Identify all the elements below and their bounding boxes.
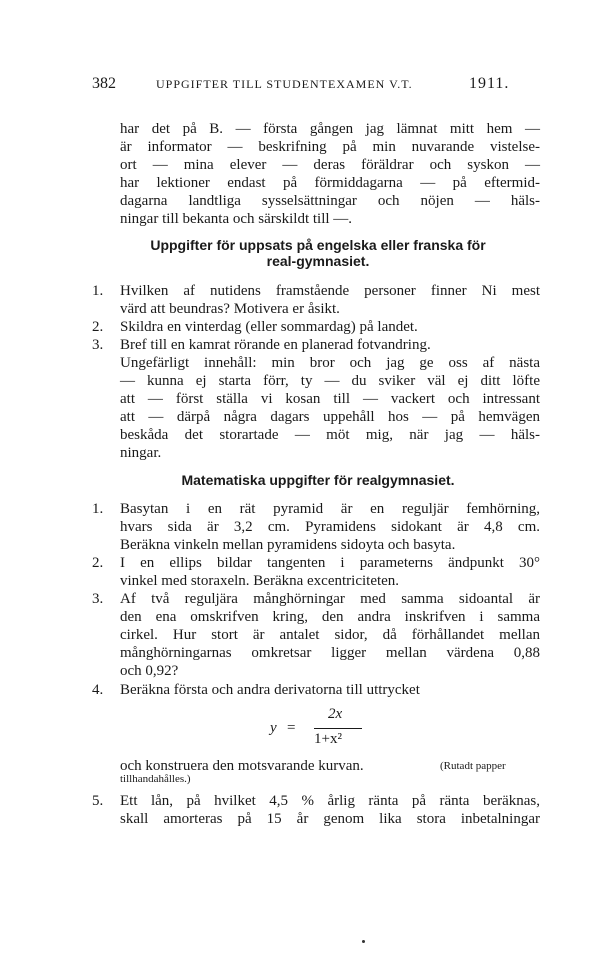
text-line: dagarna landtliga sysselsättningar och nöjen — häls-	[120, 193, 540, 209]
text-line: är informator — beskrifning på min nuvarande vistelse-	[120, 139, 540, 155]
item-number: 5.	[92, 793, 104, 809]
page-number: 382	[92, 75, 116, 92]
text-line: ningar.	[120, 445, 162, 461]
formula-equals: =	[287, 720, 296, 736]
text-line: Skildra en vinterdag (eller sommardag) på landet.	[120, 319, 418, 335]
text-line: den ena omskrifven kring, den andra inskrifven i samma	[120, 609, 540, 625]
text-line: Ett lån, på hvilket 4,5 % årlig ränta på ränta beräknas,	[120, 793, 540, 809]
fraction-bar	[314, 728, 362, 729]
text-line: har det på B. — första gången jag lämnat mitt hem —	[120, 121, 540, 137]
note-text: (Rutadt papper	[440, 760, 506, 772]
section-heading: Matematiska uppgifter för realgymnasiet.	[181, 472, 455, 488]
text-line: ningar till bekanta och särskildt till —.	[120, 211, 353, 227]
item-number: 1.	[92, 501, 104, 517]
text-line: vinkel med storaxeln. Beräkna excentriciteten.	[120, 573, 400, 589]
section-heading: Uppgifter för uppsats på engelska eller franska för	[150, 237, 486, 253]
item-number: 2.	[92, 555, 104, 571]
item-number: 3.	[92, 337, 104, 353]
text-line: Basytan i en rät pyramid är en reguljär femhörning,	[120, 501, 540, 517]
formula-lhs: y	[270, 720, 277, 736]
running-title: UPPGIFTER TILL STUDENTEXAMEN V.T.	[156, 77, 413, 91]
text-line: Ungefärligt innehåll: min bror och jag ge oss af nästa	[120, 355, 540, 371]
item-number: 2.	[92, 319, 104, 335]
text-line: — kunna ej starta förr, ty — du sviker väl ej ditt löfte	[120, 373, 540, 389]
text-line: ort — mina elever — deras föräldrar och syskon —	[120, 157, 540, 173]
text-line: Beräkna vinkeln mellan pyramidens sidoyta och basyta.	[120, 537, 456, 553]
text-line: I en ellips bildar tangenten i parameterns ändpunkt 30°	[120, 555, 540, 571]
text-line: beskåda det storartade — möt mig, när jag — häls-	[120, 427, 540, 443]
note-text: tillhandahålles.)	[120, 773, 191, 785]
item-number: 1.	[92, 283, 104, 299]
text-line: Hvilken af nutidens framstående personer finner Ni mest	[120, 283, 540, 299]
text-line: och 0,92?	[120, 663, 179, 679]
header-year: 1911.	[469, 75, 510, 92]
text-line: cirkel. Hur stort är antalet sidor, då förhållandet mellan	[120, 627, 540, 643]
text-line: hvars sida är 3,2 cm. Pyramidens sidokant är 4,8 cm.	[120, 519, 540, 535]
item-number: 3.	[92, 591, 104, 607]
text-line: Bref till en kamrat rörande en planerad fotvandring.	[120, 337, 431, 353]
formula-numerator: 2x	[328, 706, 343, 722]
text-line: och konstruera den motsvarande kurvan.	[120, 758, 364, 774]
text-line: månghörningarnas omkretsar ligger mellan värdena 0,88	[120, 645, 540, 661]
text-line: att — därpå några dagars uppehåll hos — på hemvägen	[120, 409, 540, 425]
text-line: Af två reguljära månghörningar med samma sidoantal är	[120, 591, 540, 607]
formula-denominator: 1+x²	[314, 731, 342, 747]
text-line: har lektioner endast på förmiddagarna — på eftermid-	[120, 175, 540, 191]
section-heading: real-gymnasiet.	[266, 253, 370, 269]
running-header	[92, 73, 542, 95]
text-line: värd att beundras? Motivera er åsikt.	[120, 301, 340, 317]
text-line: Beräkna första och andra derivatorna till uttrycket	[120, 682, 420, 698]
text-line: skall amorteras på 15 år genom lika stora inbetalningar	[120, 811, 540, 827]
print-speck	[362, 940, 365, 943]
item-number: 4.	[92, 682, 104, 698]
text-line: att — först ställa vi kosan till — vackert och intressant	[120, 391, 540, 407]
